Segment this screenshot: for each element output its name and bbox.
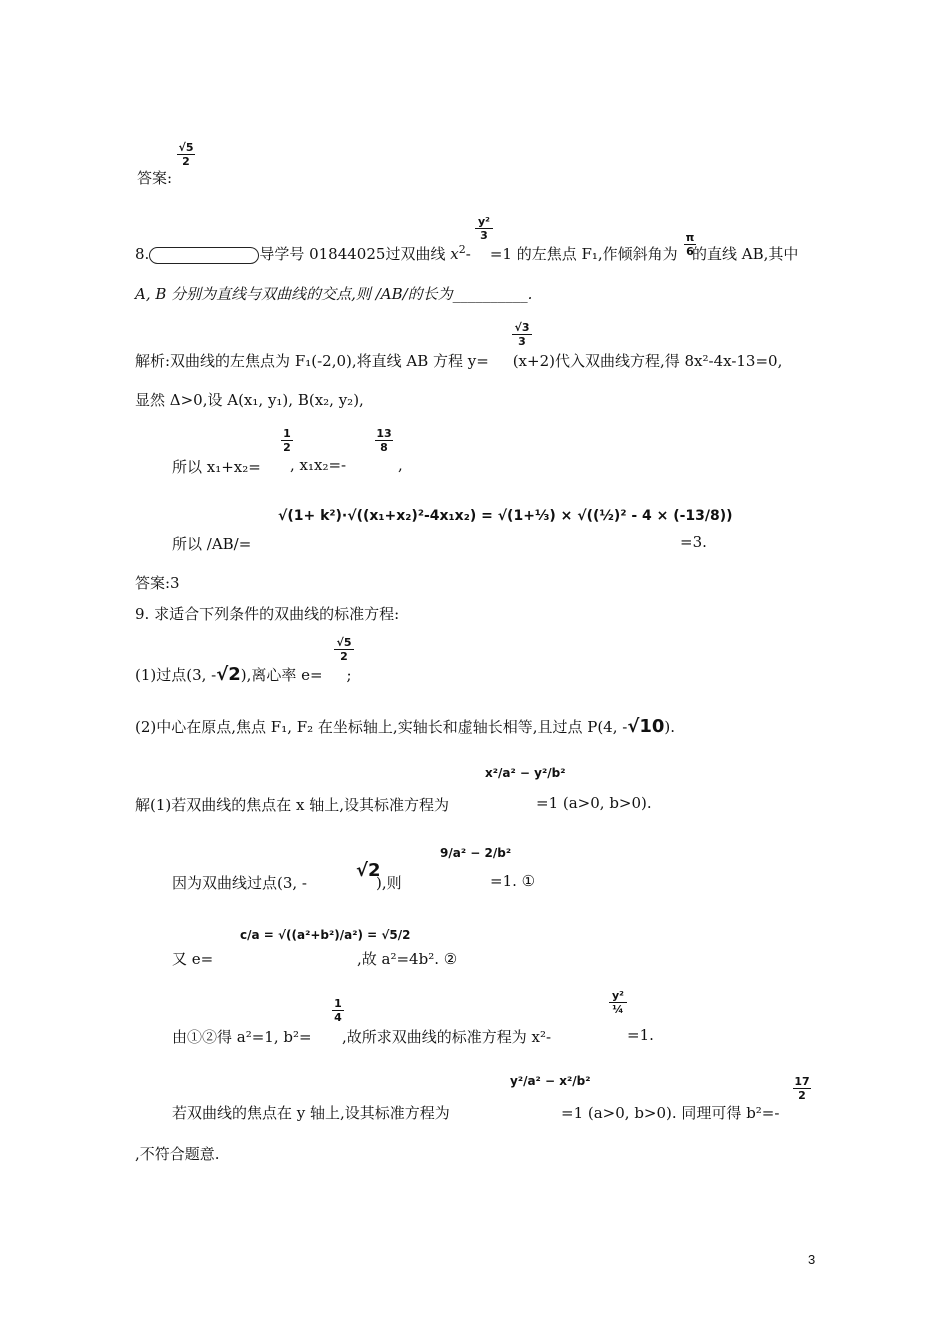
fraction-denominator: 2 xyxy=(182,155,190,168)
solution-step-3-tail: ,故 a²=4b². ② xyxy=(357,950,458,968)
solution-line-1 xyxy=(135,350,782,371)
question-text: 的直线 AB,其中 xyxy=(692,245,799,263)
fraction-denominator: 6 xyxy=(686,245,694,258)
fraction-denominator: 2 xyxy=(340,650,348,663)
solution-step-5: 若双曲线的焦点在 y 轴上,设其标准方程为 xyxy=(172,1104,450,1122)
question-9-part-2 xyxy=(135,716,675,737)
sum-label: 所以 x₁+x₂= xyxy=(172,458,261,476)
product-label: , x₁x₂=- xyxy=(290,456,347,474)
inline-fraction xyxy=(475,216,493,241)
solution-step-5-mid: =1 (a>0, b>0). 同理可得 b²=- xyxy=(561,1104,780,1122)
ab-result: =3. xyxy=(680,533,707,551)
solution-step-3: 又 e= xyxy=(172,950,214,968)
solution-step-4: 由①②得 a²=1, b²= xyxy=(172,1028,312,1046)
solution-step-2: 因为双曲线过点(3, - xyxy=(172,874,308,892)
fraction-denominator: ¼ xyxy=(612,1003,624,1016)
fraction-numerator: y² xyxy=(475,216,493,229)
ab-label: 所以 /AB/= xyxy=(172,535,252,553)
fraction-numerator: 1 xyxy=(281,428,293,441)
question-text: A, B 分别为直线与双曲线的交点,则 /AB/的长为 xyxy=(135,285,453,303)
question-text: 过双曲线 xyxy=(385,245,446,263)
standard-equation-x: x²/a² − y²/b² xyxy=(485,766,566,780)
question-text: ; xyxy=(346,666,352,684)
question-text: ). xyxy=(664,718,676,736)
question-9-title: 9. 求适合下列条件的双曲线的标准方程: xyxy=(135,605,400,623)
fraction-numerator: √5 xyxy=(178,141,194,154)
product-tail: , xyxy=(398,456,403,474)
fraction-numerator: √3 xyxy=(512,322,532,335)
solution-step-1-tail: =1 (a>0, b>0). xyxy=(536,794,652,812)
solution-step-5-tail: ,不符合题意. xyxy=(135,1145,220,1163)
solution-step-2-mid: ),则 xyxy=(376,874,402,892)
question-text: (1)过点(3, - xyxy=(135,666,217,684)
solution-step-4-tail: =1. xyxy=(627,1026,654,1044)
fraction-denominator: 4 xyxy=(334,1011,342,1024)
fraction-denominator: 3 xyxy=(480,229,488,242)
question-text: (2)中心在原点,焦点 F₁, F₂ 在坐标轴上,实轴长和虚轴长相等,且过点 P(4, - xyxy=(135,718,628,736)
question-text: ),离心率 e= xyxy=(240,666,323,684)
answer-blank: __________. xyxy=(452,285,533,303)
page-number: 3 xyxy=(808,1252,816,1267)
question-9-part-1 xyxy=(135,664,352,685)
guide-badge xyxy=(149,247,259,264)
fraction-numerator: 13 xyxy=(376,427,392,440)
solution-text: 解析:双曲线的左焦点为 F₁(-2,0),将直线 AB 方程 y= xyxy=(135,352,489,370)
b-squared-fraction xyxy=(793,1076,811,1101)
ab-formula: √(1+ k²)·√((x₁+x₂)²-4x₁x₂) = √(1+⅓) × √((½)² - 4 × (-13/8)) xyxy=(278,508,733,524)
answer-label: 答案: xyxy=(137,169,173,187)
question-text: =1 的左焦点 F₁,作倾斜角为 xyxy=(489,245,678,263)
fraction-numerator: π xyxy=(685,231,695,244)
fraction-numerator: y² xyxy=(609,990,627,1003)
eccentricity-equation: c/a = √((a²+b²)/a²) = √5/2 xyxy=(240,928,411,942)
result-fraction xyxy=(609,990,627,1015)
sqrt-2: √2 xyxy=(216,664,241,685)
answer-fraction xyxy=(177,142,195,167)
fraction-denominator: 3 xyxy=(518,335,526,348)
point-equation: 9/a² − 2/b² xyxy=(440,846,512,860)
fraction-denominator: 8 xyxy=(380,441,388,454)
solution-line-2: 显然 Δ>0,设 A(x₁, y₁), B(x₂, y₂), xyxy=(135,391,364,409)
pi-fraction xyxy=(684,232,696,257)
fraction-denominator: 2 xyxy=(283,441,291,454)
question-8-line-2 xyxy=(135,283,532,304)
solution-text: (x+2)代入双曲线方程,得 8x²-4x-13=0, xyxy=(512,352,783,370)
product-fraction xyxy=(375,428,393,453)
sqrt-10: √10 xyxy=(627,716,665,737)
question-8-line-1: 8. 导学号 01844025过双曲线 $x^2-$ =1 的左焦点 F₁,作倾斜角为 的直线 AB,其中 xyxy=(135,243,799,263)
fraction-denominator: 2 xyxy=(798,1089,806,1102)
fraction-numerator: 1 xyxy=(332,998,344,1011)
guide-number: 导学号 01844025 xyxy=(259,245,386,263)
fraction-numerator: 17 xyxy=(794,1075,810,1088)
solution-step-4-mid: ,故所求双曲线的标准方程为 x²- xyxy=(342,1028,552,1046)
inline-fraction xyxy=(512,322,532,347)
solution-step-2-tail: =1. ① xyxy=(490,872,536,890)
answer-8: 答案:3 xyxy=(135,574,180,592)
sum-fraction xyxy=(281,428,293,453)
solution-step-1: 解(1)若双曲线的焦点在 x 轴上,设其标准方程为 xyxy=(135,796,450,814)
eccentricity-fraction xyxy=(334,637,354,662)
sqrt-2: √2 xyxy=(356,860,381,881)
fraction-numerator: √5 xyxy=(334,637,354,650)
standard-equation-y: y²/a² − x²/b² xyxy=(510,1074,591,1088)
question-number: 8. xyxy=(135,245,150,263)
b-squared-fraction xyxy=(332,998,344,1023)
